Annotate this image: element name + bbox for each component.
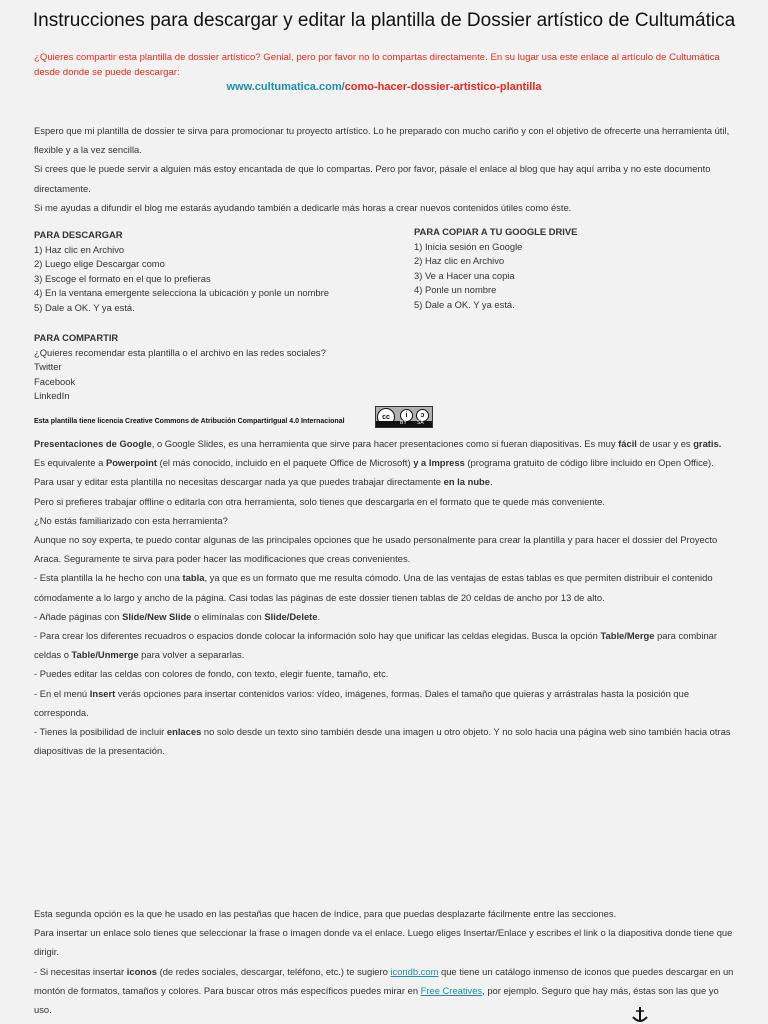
download-step: 1) Haz clic en Archivo	[34, 243, 125, 255]
attribution-icon: i	[400, 409, 413, 422]
body-paragraph	[34, 607, 734, 626]
body-paragraph: Aunque no soy experta, te puedo contar algunas de las principales opciones que he usado personalmente para crear la plantilla y para hacer el dossier del Proyecto Araca. Seguramente te sirva para poder hacer las modificaciones que creas convenientes.	[34, 534, 718, 565]
text: verás opciones para insertar contenidos varios: vídeo, imágenes, formas. Dales el tamaño que quieras y arrástralas hasta la posición que corresponda.	[34, 687, 690, 718]
body-paragraph: Pero si prefieres trabajar offline o editarla con otra herramienta, solo tienes que descargarla en el formato que te quede más conveniente.	[34, 495, 605, 507]
download-step: 4) En la ventana emergente selecciona la ubicación y ponle un nombre	[34, 287, 329, 299]
text: para volver a separarlas.	[138, 649, 245, 661]
bold-text: iconos	[126, 965, 157, 977]
page-title: Instrucciones para descargar y editar la plantilla de Dossier artístico de Cultumática	[32, 10, 736, 31]
intro-paragraph-1: Espero que mi plantilla de dossier te sirva para promocionar tu proyecto artístico. Lo he preparado con mucho cariño y con el objetivo de ofrecerte una herramienta útil, flexible y a la vez sencilla.	[34, 125, 730, 156]
text: (de redes sociales, descargar, teléfono, etc.) te sugiero	[156, 965, 391, 977]
download-section	[34, 228, 329, 316]
body-paragraph: Para insertar un enlace solo tienes que seleccionar la frase o imagen donde va el enlace. Luego eliges Insertar/Enlace y escribes el link o la diapositiva donde tiene que dirigir.	[34, 927, 733, 958]
text: de usar y es	[636, 438, 694, 449]
text: - Si necesitas insertar	[34, 965, 127, 977]
text: - Esta plantilla la he hecho con una	[34, 572, 183, 584]
bold-text: Slide/New Slide	[122, 610, 192, 622]
text: que tiene un catálogo inmenso de iconos que puedes descargar en un montón de formatos, tamaños y colores. Para buscar otros más específicos puedes mirar en	[34, 965, 734, 996]
share-network-linkedin: LinkedIn	[34, 390, 70, 402]
text: Para usar y editar esta plantilla no necesitas descargar nada ya que puedes trabajar directamente	[34, 476, 444, 488]
body-paragraph	[34, 568, 734, 606]
body-paragraph	[34, 434, 734, 453]
bold-text: tabla	[182, 572, 205, 584]
text: - En el menú	[34, 687, 90, 699]
body-paragraph: - Puedes editar las celdas con colores de fondo, con texto, elegir fuente, tamaño, etc.	[34, 668, 389, 680]
intro-paragraph-2: Si crees que le puede servir a alguien más estoy encantada de que lo compartas. Pero por favor, pásale el enlace al blog que hay aquí arriba y no este documento directamente.	[34, 163, 711, 194]
body-paragraph	[34, 684, 734, 722]
free-creatives-link[interactable]: Free Creatives	[420, 984, 483, 996]
links-icons-text	[34, 904, 734, 1019]
license-text: Esta plantilla tiene licencia Creative Commons de Atribución CompartirIgual 4.0 Internacional	[34, 418, 345, 425]
text: - Tienes la posibilidad de incluir	[34, 726, 167, 738]
text: Es equivalente a	[34, 457, 106, 469]
text: , ya que es un formato que me resulta cómodo. Una de las ventajas de estas tablas es que permiten distribuir el contenido cómodamente a lo largo y ancho de la página. Casi todas las páginas de este dossier tienen tablas de 20 celdas de ancho por 13 de alto.	[34, 572, 713, 603]
bold-text: Insert	[89, 687, 116, 699]
body-paragraph: Esta segunda opción es la que he usado en las pestañas que hacen de índice, para que puedas desplazarte fácilmente entre las secciones.	[34, 908, 617, 919]
share-warning: ¿Quieres compartir esta plantilla de dossier artístico? Genial, pero por favor no lo compartas directamente. En su lugar usa este enlace al artículo de Cultumática desde donde se puede descargar:	[34, 52, 720, 78]
body-paragraph	[34, 453, 734, 472]
share-network-twitter: Twitter	[34, 361, 62, 373]
cc-sa-label: SA	[417, 420, 424, 426]
bold-text: Slide/Delete	[264, 610, 318, 622]
text: o elimínalas con	[191, 610, 265, 622]
text: no solo desde un texto sino también desde una imagen u otro objeto. Y no solo hacia una página web sino también hacia otras diapositivas de la presentación.	[34, 726, 731, 757]
cc-icon: cc	[377, 408, 395, 426]
cc-by-label: BY	[400, 420, 407, 426]
download-heading: PARA DESCARGAR	[34, 229, 123, 240]
google-slides-text	[34, 434, 734, 760]
body-paragraph	[34, 722, 734, 760]
intro-paragraph-3: Si me ayudas a difundir el blog me estarás ayudando también a dedicarle más horas a crear nuevos contenidos útiles como éste.	[34, 201, 572, 213]
drive-step: 5) Dale a OK. Y ya está.	[414, 298, 515, 310]
bold-text: Table/Unmerge	[71, 649, 139, 661]
text: .	[317, 610, 321, 622]
drive-step: 3) Ve a Hacer una copia	[414, 269, 515, 281]
bold-text: Presentaciones de Google	[34, 438, 152, 449]
drive-step: 1) Inicia sesión en Google	[414, 240, 523, 252]
download-step: 5) Dale a OK. Y ya está.	[34, 301, 135, 313]
bold-text: Powerpoint	[105, 457, 157, 469]
drive-step: 2) Haz clic en Archivo	[414, 255, 505, 267]
download-step: 3) Escoge el formato en el que lo prefieras	[34, 272, 211, 284]
body-paragraph	[34, 472, 734, 491]
intro-text	[34, 121, 734, 217]
drive-step: 4) Ponle un nombre	[414, 284, 497, 296]
bold-text: enlaces	[166, 726, 202, 738]
share-alike-icon: ↄ	[416, 409, 429, 422]
anchor-icon	[632, 1006, 648, 1024]
text: (el más conocido, incluido en el paquete Office de Microsoft)	[156, 457, 414, 469]
text: , por ejemplo. Seguro que hay más, éstas son las que yo uso.	[34, 984, 719, 1016]
text: (programa gratuito de código libre incluido en Open Office).	[464, 457, 714, 469]
body-paragraph	[34, 626, 734, 664]
text: para combinar celdas o	[34, 630, 718, 661]
bold-text: Table/Merge	[600, 630, 655, 642]
share-network-facebook: Facebook	[34, 375, 76, 387]
download-step: 2) Luego elige Descargar como	[34, 258, 165, 270]
drive-heading: PARA COPIAR A TU GOOGLE DRIVE	[414, 226, 578, 237]
body-paragraph	[34, 962, 734, 1020]
drive-section	[414, 225, 577, 313]
cc-badge-bar	[376, 421, 432, 427]
text: - Añade páginas con	[34, 610, 123, 622]
text: .	[490, 476, 493, 488]
bold-text: en la nube	[443, 476, 490, 488]
article-link[interactable]	[0, 81, 768, 93]
share-heading: PARA COMPARTIR	[34, 332, 119, 343]
link-path[interactable]: como-hacer-dossier-artistico-plantilla	[344, 81, 542, 93]
bold-text: y a Impress	[413, 457, 465, 469]
share-question: ¿Quieres recomendar esta plantilla o el archivo en las redes sociales?	[34, 346, 326, 358]
creative-commons-badge[interactable]	[375, 406, 433, 428]
body-paragraph: ¿No estás familiarizado con esta herramienta?	[34, 514, 228, 526]
text: - Para crear los diferentes recuadros o espacios donde colocar la información solo hay que unificar las celdas elegidas. Busca la opción	[34, 630, 601, 642]
bold-text: fácil	[618, 438, 637, 449]
icondb-link[interactable]: icondb.com	[390, 965, 439, 977]
text: , o Google Slides, es una herramienta que sirve para hacer presentaciones como si fueran diapositivas. Es muy	[151, 438, 619, 449]
bold-text: gratis.	[693, 438, 722, 449]
link-domain[interactable]: www.cultumatica.com/	[226, 81, 345, 93]
share-section	[34, 331, 326, 404]
